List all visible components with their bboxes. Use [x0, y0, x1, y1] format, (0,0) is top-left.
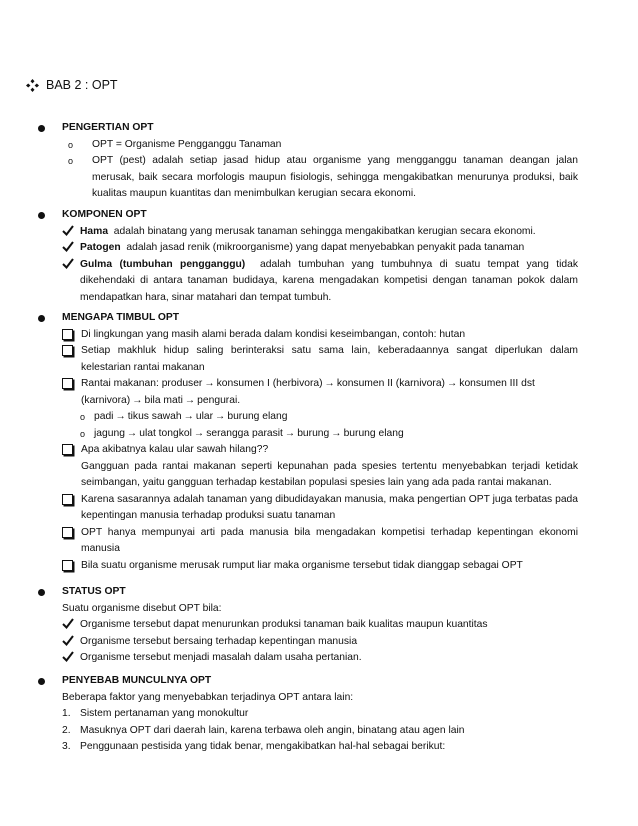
checkbox-bullet-icon — [62, 444, 73, 455]
list-item: Karena sasarannya adalah tanaman yang dibudidayakan manusia, maka pengertian OPT juga terbatas pada kepentingan manusia terhadap produksi suatu tanaman — [81, 493, 578, 521]
definition: adalah jasad renik (mikroorganisme) yang dapat menyebabkan penyakit pada tanaman — [126, 242, 525, 253]
chain-text: ulat tongkol — [139, 427, 192, 439]
bullet-dot-icon — [38, 212, 45, 219]
section-pengertian-opt — [38, 120, 578, 203]
checkmark-icon — [62, 224, 76, 241]
circle-bullet-icon: o — [68, 139, 74, 150]
food-chain-example — [80, 409, 578, 426]
list-item: Penggunaan pestisida yang tidak benar, mengakibatkan hal-hal sebagai berikut: — [80, 741, 446, 752]
term: Gulma (tumbuhan pengganggu) — [80, 258, 246, 270]
list-item — [94, 426, 404, 443]
chain-text: burung elang — [343, 427, 404, 439]
section-heading: PENGERTIAN OPT — [62, 122, 154, 133]
list-number: 1. — [62, 708, 71, 719]
bullet-dot-icon — [38, 678, 45, 685]
arrow-right-icon: → — [324, 378, 335, 389]
term: Patogen — [80, 242, 121, 253]
list-item: Organisme tersebut menjadi masalah dalam usaha pertanian. — [80, 652, 362, 663]
list-item: Di lingkungan yang masih alami berada dalam kondisi keseimbangan, contoh: hutan — [81, 328, 466, 340]
chain-text: tikus sawah — [127, 411, 182, 422]
arrow-right-icon: → — [331, 427, 342, 439]
arrow-right-icon: → — [126, 427, 138, 439]
circle-bullet-icon: o — [80, 428, 86, 439]
chain-text: bila mati — [144, 394, 183, 406]
four-diamond-bullet-icon — [26, 79, 39, 92]
section-status-opt — [38, 584, 578, 667]
paragraph: Suatu organisme disebut OPT bila: — [62, 602, 222, 614]
section-komponen-opt — [38, 207, 578, 306]
checkmark-icon — [62, 257, 76, 274]
checkbox-bullet-icon — [62, 378, 73, 389]
checkbox-bullet-icon — [62, 560, 73, 571]
checkbox-bullet-icon — [62, 345, 73, 356]
arrow-right-icon: → — [447, 378, 458, 389]
chain-text: burung elang — [227, 411, 288, 422]
list-item: OPT hanya mempunyai arti pada manusia bila mengadakan kompetisi terhadap kepentingan ekonomi manusia — [81, 526, 578, 554]
section-heading: MENGAPA TIMBUL OPT — [62, 312, 180, 323]
arrow-right-icon: → — [215, 411, 226, 422]
list-item: Setiap makhluk hidup saling berinteraksi satu sama lain, keberadaannya sangat diperlukan dalam kelestarian rantai makanan — [81, 345, 578, 373]
arrow-right-icon: → — [184, 394, 196, 406]
chain-text: padi — [94, 411, 114, 422]
checkmark-icon — [62, 650, 76, 667]
section-heading: STATUS OPT — [62, 586, 126, 597]
chain-text: serangga parasit — [206, 427, 283, 439]
chain-text: (karnivora) — [81, 394, 131, 406]
checkmark-icon — [62, 617, 76, 634]
checkbox-bullet-icon — [62, 527, 73, 538]
section-mengapa-timbul-opt — [38, 310, 578, 574]
arrow-right-icon: → — [284, 427, 296, 439]
arrow-right-icon: → — [132, 394, 143, 406]
list-item: OPT (pest) adalah setiap jasad hidup atau organisme yang mengganggu tanaman deangan jalan merusak, baik secara morfologis maupun fisiologis, sehingga mengakibatkan menurunya produksi, baik kualitas maupun kuantitas dan menimbulkan kerugian secara ekonomi. — [92, 155, 578, 199]
list-item: Apa akibatnya kalau ular sawah hilang?? — [81, 444, 269, 455]
definition: adalah tumbuhan yang tumbuhnya di suatu tempat yang tidak dikehendaki di antara tanaman budidaya, karena mengadakan kompetisi dengan tanaman pokok dalam mendapatkan hara, sinar matahari dan tempat tumbuh. — [80, 258, 578, 303]
section-heading: PENYEBAB MUNCULNYA OPT — [62, 675, 212, 686]
list-item — [80, 240, 578, 257]
circle-bullet-icon: o — [80, 412, 86, 422]
checkbox-bullet-icon — [62, 494, 73, 505]
chain-text: Rantai makanan: produser — [81, 378, 203, 389]
paragraph: Beberapa faktor yang menyebabkan terjadinya OPT antara lain: — [62, 691, 354, 703]
chain-text: burung — [297, 427, 330, 439]
list-item: OPT = Organisme Pengganggu Tanaman — [92, 138, 282, 150]
chain-text: ular — [195, 411, 214, 422]
chapter-title — [26, 76, 118, 94]
list-item — [81, 376, 578, 409]
chain-text: jagung — [94, 427, 125, 439]
list-item: Sistem pertanaman yang monokultur — [80, 708, 249, 719]
arrow-right-icon: → — [204, 378, 215, 389]
term: Hama — [80, 225, 109, 237]
list-item: Organisme tersebut dapat menurunkan produksi tanaman baik kualitas maupun kuantitas — [80, 619, 488, 630]
checkbox-bullet-icon — [62, 329, 73, 340]
chain-text: konsumen III dst — [459, 378, 535, 389]
chain-text: pengurai. — [197, 394, 241, 406]
list-number: 2. — [62, 724, 71, 736]
list-item: Bila suatu organisme merusak rumput liar maka organisme tersebut tidak dianggap sebagai OPT — [81, 559, 523, 571]
section-heading: KOMPONEN OPT — [62, 209, 147, 220]
checkmark-icon — [62, 240, 76, 257]
list-item: Masuknya OPT dari daerah lain, karena terbawa oleh angin, binatang atau agen lain — [80, 724, 465, 736]
bullet-dot-icon — [38, 589, 45, 596]
chapter-title-text: BAB 2 : OPT — [46, 78, 118, 92]
list-item — [80, 257, 578, 307]
list-item — [94, 409, 287, 426]
bullet-dot-icon — [38, 125, 45, 132]
bullet-dot-icon — [38, 315, 45, 322]
definition: adalah binatang yang merusak tanaman sehingga mengakibatkan kerugian secara ekonomi. — [113, 225, 536, 237]
list-item — [80, 224, 578, 241]
checkmark-icon — [62, 634, 76, 651]
paragraph: Gangguan pada rantai makanan seperti kepunahan pada spesies tertentu menyebabkan terjadi ketidak seimbangan, yaitu gangguan terhadap kestabilan populasi spesies lain yang ada pada rantai makanan. — [81, 460, 578, 488]
list-number: 3. — [62, 741, 71, 752]
arrow-right-icon: → — [193, 427, 205, 439]
chain-text: konsumen II (karnivora) — [336, 378, 445, 389]
food-chain-example — [80, 426, 578, 443]
section-penyebab-munculnya-opt — [38, 673, 578, 756]
arrow-right-icon: → — [115, 411, 126, 422]
circle-bullet-icon: o — [68, 156, 74, 166]
list-item: Organisme tersebut bersaing terhadap kepentingan manusia — [80, 635, 358, 647]
arrow-right-icon: → — [183, 411, 194, 422]
chain-text: konsumen I (herbivora) — [216, 378, 323, 389]
